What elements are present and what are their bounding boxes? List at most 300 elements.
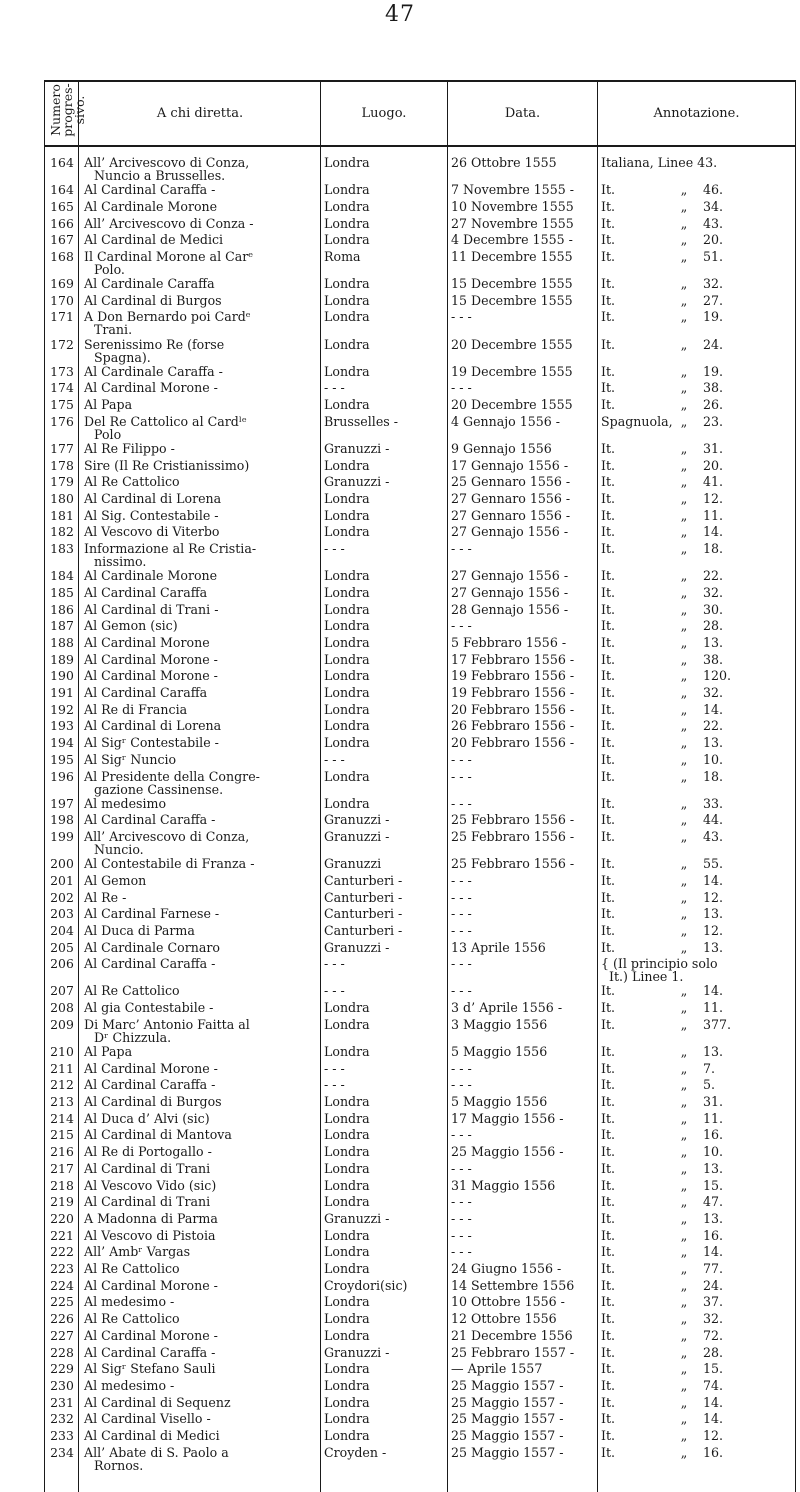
recipient-line: Al Cardinal di Sequenz xyxy=(84,1394,231,1410)
place-cell: Londra xyxy=(324,1294,370,1310)
annotation-part: It. xyxy=(601,889,616,905)
row-number: 223 xyxy=(50,1261,74,1276)
recipient-cell xyxy=(84,1062,316,1075)
date-cell: 25 Maggio 1557 - xyxy=(451,1411,564,1427)
recipient-line: Al Cardinal Morone - xyxy=(84,1327,218,1343)
row-number: 234 xyxy=(50,1444,74,1460)
annotation-part: It. xyxy=(601,397,616,412)
row-number: 202 xyxy=(50,889,74,905)
row-number: 191 xyxy=(50,685,74,700)
recipient-cell xyxy=(84,233,316,246)
annotation-part: 13. xyxy=(703,1160,724,1176)
annotation-cell xyxy=(601,1262,791,1275)
annotation-part: „ xyxy=(680,812,688,828)
date-cell: 15 Decembre 1555 xyxy=(451,292,573,308)
recipient-line: Al Sigʳ Nuncio xyxy=(84,751,177,767)
row-number: 206 xyxy=(50,956,74,972)
recipient-line: Al Cardinal di Lorena xyxy=(84,490,222,506)
annotation-part: It. xyxy=(601,983,616,999)
annotation-part: 14. xyxy=(703,524,724,540)
annotation-part: „ xyxy=(680,1060,688,1076)
annotation-part: 10. xyxy=(703,1144,724,1160)
annotation-part: 44. xyxy=(703,812,724,828)
annotation-part: 26. xyxy=(703,397,724,412)
annotation-cell xyxy=(601,1001,791,1014)
recipient-line: Al Cardinal di Medici xyxy=(84,1428,220,1443)
recipient-line: Al Cardinal Morone xyxy=(84,634,210,650)
row-number: 179 xyxy=(50,474,74,490)
row-number: 187 xyxy=(50,618,74,634)
recipient-cell xyxy=(84,310,316,336)
place-cell: Londra xyxy=(324,735,370,751)
recipient-cell xyxy=(84,1429,316,1442)
annotation-part: It. xyxy=(601,1277,616,1293)
annotation-part: 41. xyxy=(703,474,724,490)
recipient-cell xyxy=(84,1295,316,1308)
row-number: 227 xyxy=(50,1327,74,1343)
row-number: 178 xyxy=(50,457,74,473)
annotation-part: 72. xyxy=(703,1327,724,1343)
annotation-part: 46. xyxy=(703,182,724,198)
annotation-part: „ xyxy=(680,1077,688,1093)
annotation-cell xyxy=(601,1279,791,1292)
recipient-continuation: Spagna). xyxy=(94,349,151,365)
place-cell: Granuzzi xyxy=(324,856,382,872)
recipient-cell xyxy=(84,294,316,307)
annotation-part: 14. xyxy=(703,983,724,999)
annotation-part: „ xyxy=(680,1043,688,1059)
annotation-part: 14. xyxy=(703,872,724,888)
date-cell: - - - xyxy=(451,380,472,396)
annotation-cell xyxy=(601,250,791,263)
header-recipient: A chi diretta. xyxy=(156,106,244,121)
date-cell: 25 Febbraro 1556 - xyxy=(451,856,575,872)
recipient-cell xyxy=(84,381,316,394)
place-cell: Londra xyxy=(324,768,370,784)
annotation-part: „ xyxy=(680,541,688,556)
annotation-cell xyxy=(601,1078,791,1091)
table-top-rule xyxy=(44,80,796,82)
place-cell: Londra xyxy=(324,1016,370,1032)
annotation-part: 120. xyxy=(703,668,732,684)
annotation-part: It. xyxy=(601,1144,616,1160)
recipient-cell xyxy=(84,813,316,826)
annotation-part: It. xyxy=(601,1060,616,1076)
row-number: 230 xyxy=(50,1377,74,1393)
row-number: 216 xyxy=(50,1144,74,1160)
place-cell: Londra xyxy=(324,1261,370,1276)
annotation-part: It. xyxy=(601,568,616,584)
recipient-cell xyxy=(84,1396,316,1409)
recipient-line: Al Gemon (sic) xyxy=(84,618,178,634)
annotation-part: „ xyxy=(680,524,688,540)
date-cell: - - - xyxy=(451,1060,472,1076)
recipient-line: Al Re Cattolico xyxy=(84,474,180,490)
recipient-cell xyxy=(84,1018,316,1044)
place-cell: Granuzzi - xyxy=(324,812,390,828)
recipient-cell xyxy=(84,1095,316,1108)
date-cell: - - - xyxy=(451,922,472,938)
annotation-part: „ xyxy=(680,601,688,617)
row-number: 189 xyxy=(50,651,74,667)
annotation-part: „ xyxy=(680,292,688,308)
row-number: 175 xyxy=(50,397,74,412)
header-place: Luogo. xyxy=(361,106,407,121)
annotation-part: 43. xyxy=(703,829,724,844)
annotation-part: „ xyxy=(680,232,688,248)
recipient-cell xyxy=(84,1145,316,1158)
annotation-part: 15. xyxy=(703,1177,724,1193)
row-number: 164 xyxy=(50,182,74,198)
annotation-part: It. xyxy=(601,1160,616,1176)
place-cell: Londra xyxy=(324,1227,370,1243)
annotation-part: 13. xyxy=(703,906,724,922)
annotation-part: It. xyxy=(601,1361,616,1377)
row-number: 204 xyxy=(50,922,74,938)
place-cell: Londra xyxy=(324,701,370,717)
annotation-part: It. xyxy=(601,906,616,922)
recipient-line: Al Cardinal Morone - xyxy=(84,1060,218,1076)
recipient-line: Al Cardinal di Trani - xyxy=(84,601,219,617)
page-number: 47 xyxy=(385,2,415,27)
recipient-line: Al Vescovo di Viterbo xyxy=(84,524,220,540)
annotation-cell xyxy=(601,797,791,810)
recipient-cell xyxy=(84,1362,316,1375)
annotation-part: „ xyxy=(680,490,688,506)
annotation-part: „ xyxy=(680,906,688,922)
header-numero: Numero progres- sivo. xyxy=(48,83,87,137)
annotation-part: It. xyxy=(601,1194,616,1210)
row-number: 210 xyxy=(50,1043,74,1059)
recipient-cell xyxy=(84,1312,316,1325)
col-rule-recipient xyxy=(320,80,321,1492)
annotation-part: „ xyxy=(680,889,688,905)
row-number: 164 xyxy=(50,155,74,170)
date-cell: 19 Febbraro 1556 - xyxy=(451,685,575,700)
annotation-part: It. xyxy=(601,1377,616,1393)
recipient-cell xyxy=(84,492,316,505)
recipient-line: Al gia Contestabile - xyxy=(84,1000,214,1016)
place-cell: Londra xyxy=(324,232,370,248)
annotation-cell xyxy=(601,1112,791,1125)
row-number: 233 xyxy=(50,1428,74,1443)
annotation-cell xyxy=(601,830,791,843)
annotation-part: „ xyxy=(680,1444,688,1460)
annotation-part: It. xyxy=(601,735,616,751)
recipient-line: Al Re di Portogallo - xyxy=(84,1144,212,1160)
row-number: 211 xyxy=(50,1060,74,1076)
place-cell: Canturberi - xyxy=(324,922,403,938)
recipient-line: Al Re Cattolico xyxy=(84,1261,180,1276)
annotation-part: 12. xyxy=(703,889,724,905)
annotation-part: „ xyxy=(680,1160,688,1176)
annotation-cell xyxy=(601,365,791,378)
date-cell: 24 Giugno 1556 - xyxy=(451,1261,562,1276)
annotation-part: „ xyxy=(680,1261,688,1276)
place-cell: Granuzzi - xyxy=(324,474,390,490)
annotation-part: „ xyxy=(680,440,688,456)
recipient-cell xyxy=(84,1078,316,1091)
recipient-line: Al Cardinale Morone xyxy=(84,198,218,214)
recipient-cell xyxy=(84,669,316,682)
recipient-line: Al Cardinale Morone xyxy=(84,568,218,584)
annotation-part: „ xyxy=(680,1277,688,1293)
date-cell: 25 Maggio 1557 - xyxy=(451,1394,564,1410)
recipient-line: Al Cardinal di Trani xyxy=(84,1160,211,1176)
annotation-part: It. xyxy=(601,1127,616,1143)
recipient-cell xyxy=(84,857,316,870)
recipient-line: Al Cardinal Caraffa xyxy=(84,685,208,700)
row-number: 193 xyxy=(50,718,74,734)
annotation-part: It. xyxy=(601,1428,616,1443)
recipient-cell xyxy=(84,736,316,749)
row-number: 184 xyxy=(50,568,74,584)
row-number: 205 xyxy=(50,939,74,955)
recipient-line: Al Re Filippo - xyxy=(84,440,175,456)
annotation-part: „ xyxy=(680,872,688,888)
recipient-line: All’ Arcivescovo di Conza, xyxy=(84,829,250,844)
annotation-part: It. xyxy=(601,1294,616,1310)
recipient-continuation: Trani. xyxy=(94,322,133,338)
annotation-part: 38. xyxy=(703,651,724,667)
recipient-line: Al medesimo - xyxy=(84,1294,175,1310)
row-number: 180 xyxy=(50,490,74,506)
recipient-continuation: Polo xyxy=(94,426,122,442)
annotation-cell xyxy=(601,1179,791,1192)
col-rule-num xyxy=(78,80,79,1492)
annotation-part: It. xyxy=(601,1210,616,1226)
annotation-cell xyxy=(601,398,791,411)
annotation-part: „ xyxy=(680,856,688,872)
row-number: 182 xyxy=(50,524,74,540)
recipient-cell xyxy=(84,365,316,378)
annotation-cell xyxy=(601,753,791,766)
date-cell: - - - xyxy=(451,1160,472,1176)
annotation-cell xyxy=(601,1295,791,1308)
annotation-cell xyxy=(601,525,791,538)
recipient-line: Al Cardinal de Medici xyxy=(84,232,224,248)
recipient-line: A Don Bernardo poi Cardᵉ xyxy=(84,309,251,325)
annotation-cell xyxy=(601,542,791,555)
annotation-part: „ xyxy=(680,474,688,490)
annotation-cell xyxy=(601,1362,791,1375)
annotation-cell xyxy=(601,653,791,666)
place-cell: - - - xyxy=(324,1077,345,1093)
place-cell: Londra xyxy=(324,568,370,584)
recipient-line: Al Cardinale Caraffa - xyxy=(84,363,223,379)
recipient-line: Al Cardinal Morone - xyxy=(84,1277,218,1293)
recipient-cell xyxy=(84,277,316,290)
annotation-cell xyxy=(601,442,791,455)
recipient-cell xyxy=(84,830,316,856)
annotation-part: „ xyxy=(680,751,688,767)
annotation-cell xyxy=(601,1396,791,1409)
annotation-part: „ xyxy=(680,735,688,751)
annotation-part: „ xyxy=(680,1094,688,1109)
annotation-part: 74. xyxy=(703,1377,724,1393)
recipient-cell xyxy=(84,1379,316,1392)
annotation-part: 13. xyxy=(703,939,724,955)
date-cell: 4 Decembre 1555 - xyxy=(451,232,573,248)
date-cell: 26 Febbraro 1556 - xyxy=(451,718,575,734)
date-cell: 25 Maggio 1557 - xyxy=(451,1444,564,1460)
place-cell: Londra xyxy=(324,507,370,523)
annotation-part: 7. xyxy=(703,1060,716,1076)
recipient-line: Al Gemon xyxy=(84,872,147,888)
place-cell: Londra xyxy=(324,1144,370,1160)
recipient-cell xyxy=(84,984,316,997)
annotation-part: It. xyxy=(601,232,616,248)
recipient-line: All’ Arcivescovo di Conza - xyxy=(84,215,254,231)
date-cell: - - - xyxy=(451,872,472,888)
row-number: 197 xyxy=(50,795,74,811)
recipient-cell xyxy=(84,217,316,230)
place-cell: Londra xyxy=(324,198,370,214)
recipient-cell xyxy=(84,797,316,810)
recipient-line: A Madonna di Parma xyxy=(84,1210,218,1226)
annotation-cell xyxy=(601,1329,791,1342)
annotation-part: 37. xyxy=(703,1294,724,1310)
annotation-part: 16. xyxy=(703,1127,724,1143)
annotation-cell xyxy=(601,736,791,749)
annotation-part: It. xyxy=(601,198,616,214)
annotation-part: 32. xyxy=(703,1311,724,1327)
annotation-cell xyxy=(601,492,791,505)
annotation-part: 18. xyxy=(703,541,724,556)
place-cell: Londra xyxy=(324,1394,370,1410)
annotation-cell xyxy=(601,1018,791,1031)
date-cell: 3 Maggio 1556 xyxy=(451,1016,548,1032)
recipient-line: Il Cardinal Morone al Carᵉ xyxy=(84,248,254,264)
annotation-cell xyxy=(601,686,791,699)
annotation-part: „ xyxy=(680,584,688,600)
annotation-cell xyxy=(601,277,791,290)
recipient-cell xyxy=(84,770,316,796)
place-cell: Londra xyxy=(324,1428,370,1443)
annotation-cell xyxy=(601,719,791,732)
date-cell: 25 Maggio 1557 - xyxy=(451,1377,564,1393)
recipient-cell xyxy=(84,1128,316,1141)
date-cell: - - - xyxy=(451,1227,472,1243)
date-cell: 25 Febbraro 1557 - xyxy=(451,1344,575,1360)
annotation-part: „ xyxy=(680,182,688,198)
annotation-part: It. xyxy=(601,634,616,650)
recipient-cell xyxy=(84,1229,316,1242)
recipient-line: Al Cardinal Caraffa - xyxy=(84,1344,216,1360)
annotation-part: 377. xyxy=(703,1016,732,1032)
annotation-cell xyxy=(601,1429,791,1442)
place-cell: - - - xyxy=(324,1060,345,1076)
recipient-line: Del Re Cattolico al Cardˡᵉ xyxy=(84,413,247,429)
row-number: 203 xyxy=(50,906,74,922)
recipient-line: Al Sig. Contestabile - xyxy=(84,507,219,523)
recipient-continuation: gazione Cassinense. xyxy=(94,781,224,797)
place-cell: Granuzzi - xyxy=(324,939,390,955)
place-cell: Londra xyxy=(324,1194,370,1210)
annotation-part: „ xyxy=(680,1000,688,1016)
annotation-part: 55. xyxy=(703,856,724,872)
recipient-continuation: Rornos. xyxy=(94,1457,144,1473)
annotation-cell xyxy=(601,1162,791,1175)
place-cell: Londra xyxy=(324,397,370,412)
annotation-cell xyxy=(601,874,791,887)
annotation-part: „ xyxy=(680,397,688,412)
annotation-part: 12. xyxy=(703,490,724,506)
recipient-cell xyxy=(84,1262,316,1275)
recipient-line: Al medesimo - xyxy=(84,1377,175,1393)
annotation-part: „ xyxy=(680,1327,688,1343)
recipient-line: Al Cardinal di Mantova xyxy=(84,1127,232,1143)
date-cell: 10 Ottobre 1556 - xyxy=(451,1294,565,1310)
row-number: 214 xyxy=(50,1110,74,1126)
date-cell: - - - xyxy=(451,956,472,972)
recipient-continuation: Dʳ Chizzula. xyxy=(94,1029,172,1045)
place-cell: Canturberi - xyxy=(324,872,403,888)
recipient-cell xyxy=(84,156,316,182)
annotation-part: It. xyxy=(601,1244,616,1260)
row-number: 201 xyxy=(50,872,74,888)
annotation-cell xyxy=(601,957,791,983)
annotation-part: It. xyxy=(601,380,616,396)
annotation-cell xyxy=(601,415,791,428)
recipient-line: Al Sigʳ Contestabile - xyxy=(84,735,219,751)
place-cell: Londra xyxy=(324,651,370,667)
row-number: 217 xyxy=(50,1160,74,1176)
recipient-cell xyxy=(84,415,316,441)
recipient-line: Di Marc’ Antonio Faitta al xyxy=(84,1016,250,1032)
row-number: 224 xyxy=(50,1277,74,1293)
annotation-part: „ xyxy=(680,1411,688,1427)
date-cell: 27 Gennajo 1556 - xyxy=(451,584,569,600)
date-cell: 27 Gennajo 1556 - xyxy=(451,568,569,584)
recipient-cell xyxy=(84,1001,316,1014)
recipient-line: Sire (Il Re Cristianissimo) xyxy=(84,457,250,473)
row-number: 186 xyxy=(50,601,74,617)
annotation-part: „ xyxy=(680,1361,688,1377)
row-number: 219 xyxy=(50,1194,74,1210)
place-cell: Londra xyxy=(324,795,370,811)
annotation-part: It. xyxy=(601,541,616,556)
date-cell: 20 Decembre 1555 xyxy=(451,397,573,412)
place-cell: Londra xyxy=(324,1127,370,1143)
annotation-part: „ xyxy=(680,1127,688,1143)
annotation-part: It. xyxy=(601,651,616,667)
place-cell: - - - xyxy=(324,983,345,999)
recipient-continuation: Nuncio a Brusselles. xyxy=(94,168,226,183)
recipient-line: Al Re di Francia xyxy=(84,701,188,717)
annotation-part: 77. xyxy=(703,1261,724,1276)
recipient-cell xyxy=(84,338,316,364)
annotation-part: 19. xyxy=(703,309,724,325)
date-cell: 7 Novembre 1555 - xyxy=(451,182,574,198)
annotation-part: It. xyxy=(601,812,616,828)
recipient-line: Al Cardinal Caraffa - xyxy=(84,1077,216,1093)
recipient-cell xyxy=(84,183,316,196)
recipient-line: Al Cardinal Caraffa xyxy=(84,584,208,600)
row-number: 208 xyxy=(50,1000,74,1016)
row-number: 195 xyxy=(50,751,74,767)
annotation-part: „ xyxy=(680,1110,688,1126)
recipient-line: Al Cardinal Caraffa - xyxy=(84,182,216,198)
annotation-cell xyxy=(601,857,791,870)
annotation-part: It. xyxy=(601,276,616,291)
recipient-cell xyxy=(84,250,316,276)
annotation-part: 28. xyxy=(703,1344,724,1360)
annotation-part: „ xyxy=(680,380,688,396)
place-cell: Londra xyxy=(324,292,370,308)
date-cell: 9 Gennajo 1556 xyxy=(451,440,552,456)
annotation-part: „ xyxy=(680,507,688,523)
